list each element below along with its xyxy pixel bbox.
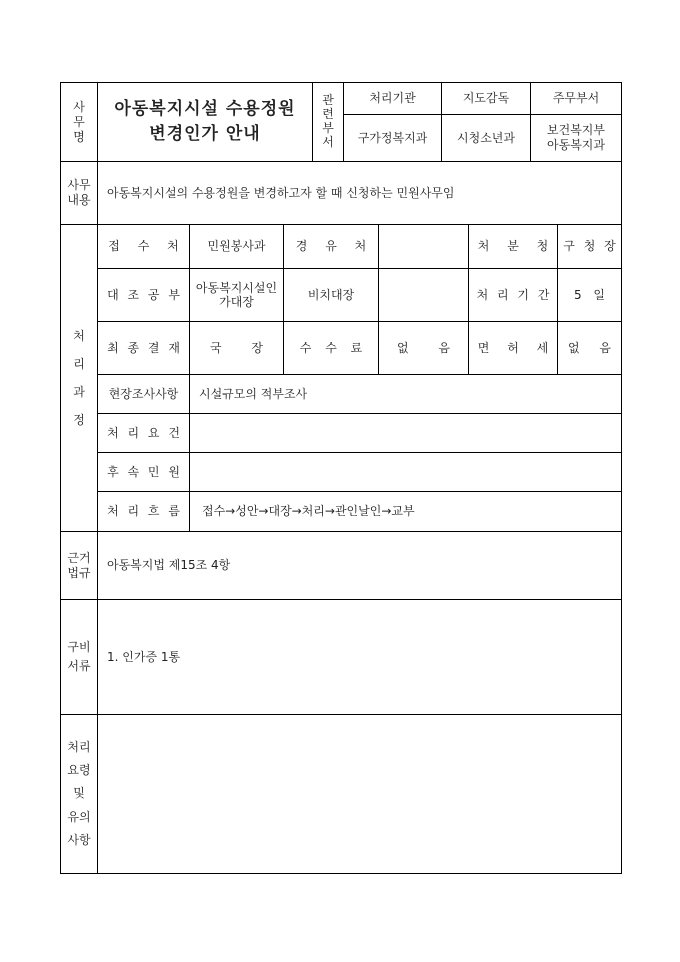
notes-label-line: 처리 xyxy=(67,739,91,754)
field-survey-label: 현장조사사항 xyxy=(97,374,190,414)
period-value xyxy=(557,268,622,322)
documents-label-line: 서류 xyxy=(67,659,91,673)
title-line-1: 아동복지시설 수용정원 xyxy=(114,99,296,120)
license-tax-value xyxy=(557,321,622,375)
related-dept-char: 부 xyxy=(322,121,334,135)
ledger-value-c xyxy=(378,268,469,322)
affair-content-label xyxy=(60,161,98,225)
license-tax-label-text: 면 허 세 xyxy=(477,340,549,355)
final-approval-label xyxy=(97,321,190,375)
legal-basis-text: 아동복지법 제15조 4항 xyxy=(97,531,622,600)
main-dept-header: 주무부서 xyxy=(530,82,622,115)
fee-label xyxy=(283,321,379,375)
related-dept-char: 련 xyxy=(322,107,334,122)
supervision-value: 시청소년과 xyxy=(441,114,531,162)
affair-name-label xyxy=(60,82,98,162)
ledger-value-line-1: 아동복지시설인 xyxy=(195,280,278,295)
supervision-header: 지도감독 xyxy=(441,82,531,115)
period-label-text: 처 리 기 간 xyxy=(476,287,550,302)
process-label-char: 정 xyxy=(73,413,85,428)
fee-value-text: 없 음 xyxy=(397,340,450,355)
license-tax-value-text: 없 음 xyxy=(568,340,611,355)
via-label-text: 경 유 처 xyxy=(295,239,367,253)
follow-up-label-text: 후 속 민 원 xyxy=(107,464,180,479)
ledger-value-b: 비치대장 xyxy=(283,268,379,322)
flow-value: 접수→성안→대장→처리→관인날인→교부 xyxy=(189,491,622,532)
requirements-value xyxy=(189,413,622,453)
related-dept-char: 서 xyxy=(322,134,334,149)
flow-label-text: 처 리 흐 름 xyxy=(107,504,180,518)
notes-label-line: 사항 xyxy=(67,833,91,848)
period-label xyxy=(468,268,558,322)
follow-up-label xyxy=(97,452,190,492)
application-guide-form xyxy=(60,82,622,874)
page-title xyxy=(97,82,313,162)
notes-text xyxy=(97,714,622,874)
ledger-label-text: 대 조 공 부 xyxy=(107,287,180,302)
legal-basis-label-line: 법규 xyxy=(67,565,91,580)
reception-value: 민원봉사과 xyxy=(189,224,284,269)
ledger-value xyxy=(189,268,284,322)
reception-label xyxy=(97,224,190,269)
process-label-char: 처 xyxy=(73,328,85,343)
processing-org-header: 처리기관 xyxy=(343,82,442,115)
ledger-value-line-2: 가대장 xyxy=(219,295,254,309)
fee-value xyxy=(378,321,469,375)
legal-basis-label-line: 근거 xyxy=(67,550,91,565)
related-dept-char: 관 xyxy=(322,93,334,108)
affair-content-label-line: 내용 xyxy=(67,193,91,207)
related-dept-label xyxy=(312,82,344,162)
legal-basis-label xyxy=(60,531,98,600)
process-label-char: 리 xyxy=(73,356,85,371)
final-approval-value xyxy=(189,321,284,375)
notes-label-line: 요령 xyxy=(67,762,91,777)
requirements-label-text: 처 리 요 건 xyxy=(107,425,180,440)
notes-label xyxy=(60,714,98,874)
disposal-label-text: 처 분 청 xyxy=(477,239,549,253)
via-label xyxy=(283,224,379,269)
ledger-label xyxy=(97,268,190,322)
processing-org-value: 구가정복지과 xyxy=(343,114,442,162)
disposal-label xyxy=(468,224,558,269)
via-value xyxy=(378,224,469,269)
disposal-value xyxy=(557,224,622,269)
affair-label-char: 명 xyxy=(73,129,85,144)
follow-up-value xyxy=(189,452,622,492)
process-label xyxy=(60,224,98,532)
final-label-text: 최 종 결 재 xyxy=(107,340,180,355)
main-dept-value xyxy=(530,114,622,162)
main-dept-line-2: 아동복지과 xyxy=(547,138,605,152)
license-tax-label xyxy=(468,321,558,375)
affair-content-text: 아동복지시설의 수용정원을 변경하고자 할 때 신청하는 민원사무임 xyxy=(97,161,622,225)
fee-label-text: 수 수 료 xyxy=(299,340,363,355)
field-survey-value: 시설규모의 적부조사 xyxy=(189,374,622,414)
documents-label xyxy=(60,599,98,715)
documents-label-line: 구비 xyxy=(67,639,91,654)
requirements-label xyxy=(97,413,190,453)
notes-label-line: 및 xyxy=(73,786,85,801)
main-dept-line-1: 보건복지부 xyxy=(547,123,605,137)
notes-label-line: 유의 xyxy=(67,809,91,824)
disposal-value-text: 구 청 장 xyxy=(563,239,616,253)
reception-label-text: 접 수 처 xyxy=(108,239,179,253)
process-label-char: 과 xyxy=(73,385,85,399)
affair-label-char: 사 xyxy=(73,99,85,114)
title-line-2: 변경인가 안내 xyxy=(149,124,261,144)
period-value-text: 5 일 xyxy=(573,287,606,302)
final-value-text: 국 장 xyxy=(210,340,263,355)
documents-text: 1. 인가증 1통 xyxy=(97,599,622,715)
affair-content-label-line: 사무 xyxy=(67,178,91,192)
flow-label xyxy=(97,491,190,532)
affair-label-char: 무 xyxy=(73,114,85,129)
